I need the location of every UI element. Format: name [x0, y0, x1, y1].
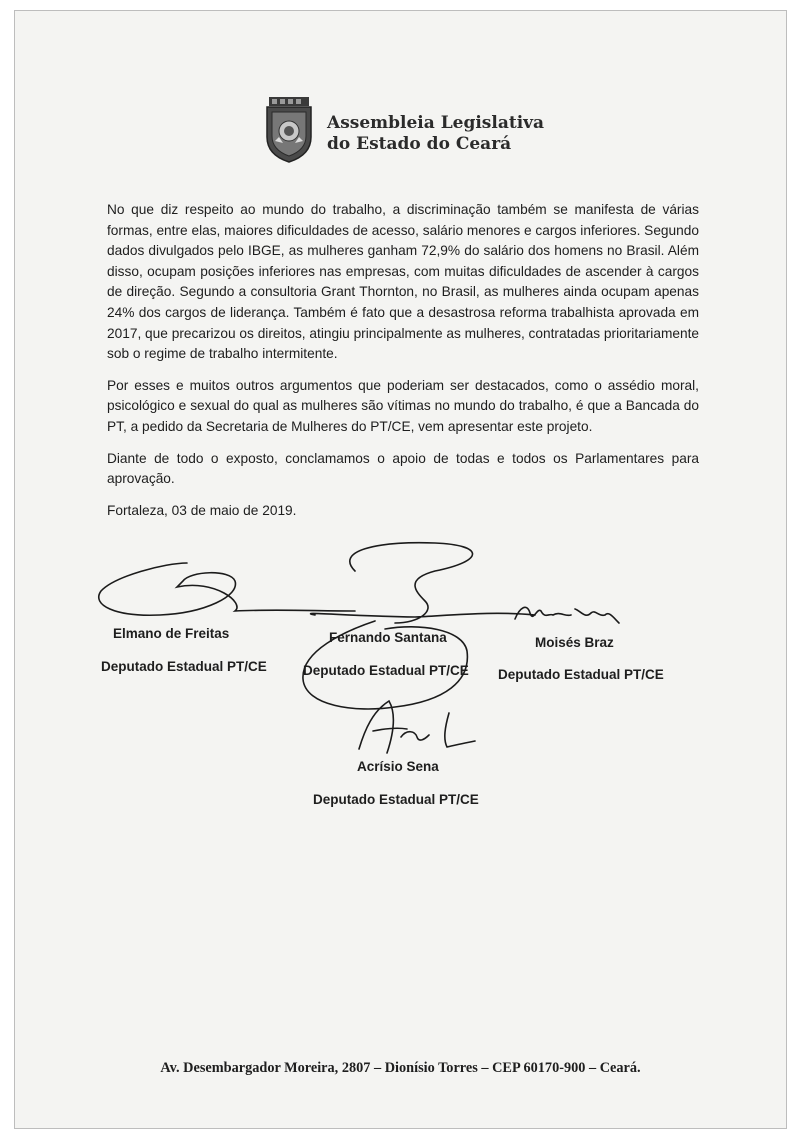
signatory-role: Deputado Estadual PT/CE — [498, 667, 664, 682]
signatory-role: Deputado Estadual PT/CE — [101, 659, 267, 674]
letter-body — [107, 200, 699, 532]
signature-fernando — [303, 543, 535, 709]
paragraph: Por esses e muitos outros argumentos que poderiam ser destacados, como o assédio moral, psicológico e sexual do qual as mulheres são vítimas no mundo do trabalho, é que a Bancada do PT, a pedido da Secretaria de Mulheres do PT/CE, vem apresentar este projeto. — [107, 377, 699, 434]
org-name-line-1: Assembleia Legislativa — [327, 113, 545, 133]
paragraph: Diante de todo o exposto, conclamamos o apoio de todas e todos os Parlamentares para aprovação. — [107, 450, 699, 487]
signatory-name: Moisés Braz — [535, 635, 614, 650]
signatory-name: Elmano de Freitas — [113, 626, 230, 641]
handwritten-signatures — [15, 11, 786, 1128]
letterhead — [247, 97, 567, 167]
date-line: Fortaleza, 03 de maio de 2019. — [107, 502, 297, 518]
document-page — [14, 10, 787, 1129]
paragraph: No que diz respeito ao mundo do trabalho, a discriminação também se manifesta de várias formas, entre elas, maiores dificuldades de acesso, salário menores e cargos inferiores. Segundo dados divulgados pelo IBGE, as mulheres ganham 72,9% do salário dos homens no Brasil. Além disso, ocupam posições inferiores nas empresas, com muitas dificuldades de ascender à cargos de direção. Segundo a consultoria Grant Thornton, no Brasil, as mulheres ainda ocupam apenas 24% dos cargos de liderança. Também é fato que a desastrosa reforma trabalhista aprovada em 2017, que precarizou os direitos, atingiu principalmente as mulheres, contratadas prioritariamente sob o regime de trabalho intermitente. — [107, 202, 699, 362]
signatory-name: Fernando Santana — [329, 630, 447, 645]
signatory-role: Deputado Estadual PT/CE — [313, 792, 479, 807]
footer-address: Av. Desembargador Moreira, 2807 – Dionísio Torres – CEP 60170-900 – Ceará. — [160, 1060, 641, 1076]
signature-elmano — [99, 563, 355, 615]
signatory-name: Acrísio Sena — [357, 759, 439, 774]
signature-acrisio — [359, 701, 475, 753]
signature-moises — [515, 607, 619, 623]
coat-of-arms-icon — [263, 97, 315, 163]
org-name-line-2: do Estado do Ceará — [327, 134, 512, 154]
signatory-role: Deputado Estadual PT/CE — [303, 663, 469, 678]
